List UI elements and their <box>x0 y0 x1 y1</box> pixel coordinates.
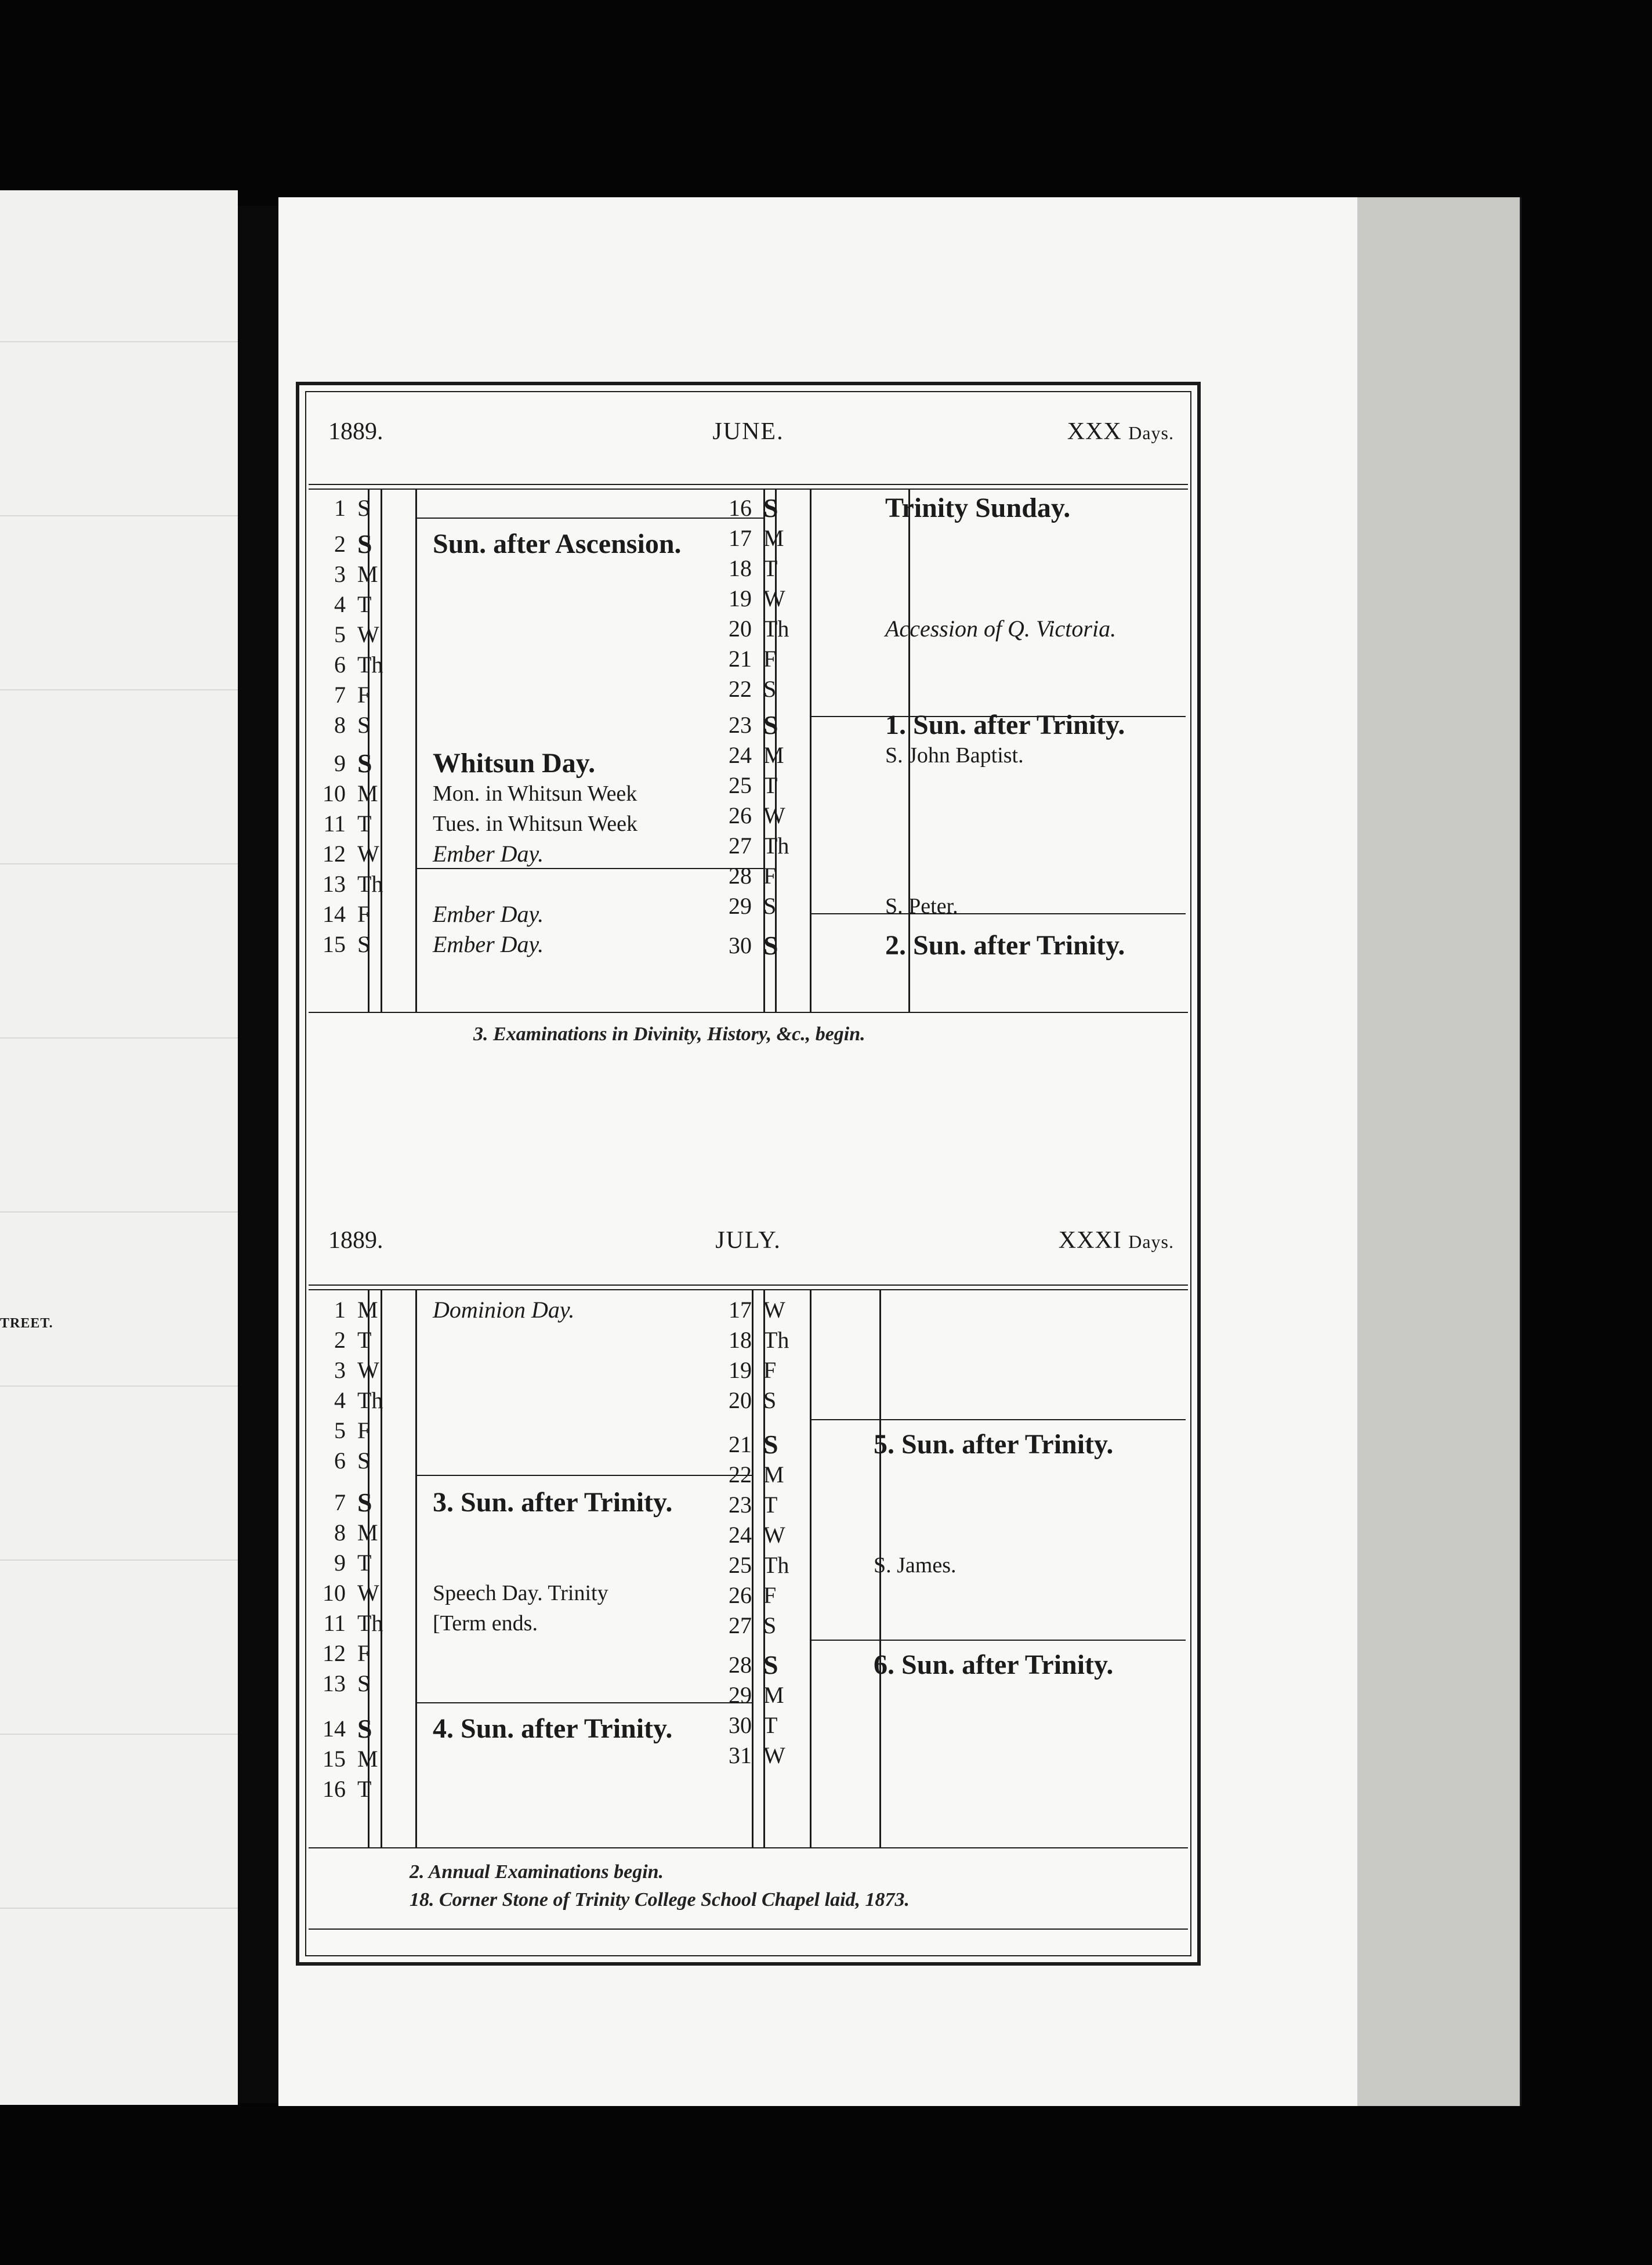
day-number: 24 <box>729 1522 752 1548</box>
day-number: 14 <box>323 901 346 927</box>
june-column-rule <box>381 490 382 1012</box>
calendar-event: S. Peter. <box>885 894 958 918</box>
page-rule <box>0 1734 238 1735</box>
day-number: 26 <box>729 1582 752 1608</box>
day-number: 29 <box>729 893 752 919</box>
july-week-separator <box>810 1640 1186 1641</box>
calendar-event: Ember Day. <box>433 901 544 927</box>
day-number: 1 <box>334 495 346 521</box>
june-week-separator <box>415 518 763 519</box>
weekday-letter: W <box>763 585 785 612</box>
day-number: 15 <box>323 1746 346 1772</box>
day-number: 2 <box>334 531 346 557</box>
calendar-event: 2. Sun. after Trinity. <box>885 930 1125 961</box>
weekday-letter: F <box>763 646 777 672</box>
june-footnote: 3. Examinations in Divinity, History, &c., begin. <box>473 1023 865 1045</box>
weekday-letter: M <box>357 561 378 587</box>
june-header-rule-2 <box>309 489 1188 490</box>
weekday-letter: Th <box>763 1552 789 1578</box>
weekday-letter: S <box>763 676 777 702</box>
weekday-letter: Th <box>763 616 789 642</box>
day-number: 16 <box>729 495 752 521</box>
weekday-letter: S <box>763 893 777 919</box>
weekday-letter: M <box>357 1297 378 1323</box>
day-number: 8 <box>334 712 346 738</box>
day-number: 17 <box>729 525 752 551</box>
calendar-event: Accession of Q. Victoria. <box>885 616 1117 642</box>
day-number: 25 <box>729 1552 752 1578</box>
day-number: 13 <box>323 871 346 897</box>
weekday-letter: T <box>357 591 372 617</box>
june-bottom-rule <box>309 1012 1188 1013</box>
weekday-letter: S <box>357 495 371 521</box>
july-bottom-rule <box>309 1847 1188 1848</box>
weekday-letter: T <box>357 1327 372 1353</box>
page-rule <box>0 1037 238 1039</box>
calendar-event: Trinity Sunday. <box>885 493 1071 523</box>
weekday-letter: S <box>763 493 778 523</box>
frame-bottom-rule <box>309 1928 1188 1930</box>
weekday-letter: S <box>763 1430 778 1459</box>
weekday-letter: T <box>763 1712 778 1738</box>
weekday-letter: F <box>763 863 777 889</box>
weekday-letter: W <box>357 1357 379 1383</box>
weekday-letter: T <box>357 811 372 837</box>
day-number: 25 <box>729 772 752 798</box>
july-header <box>317 1226 1180 1261</box>
weekday-letter: T <box>763 555 778 581</box>
weekday-letter: M <box>763 1682 784 1708</box>
weekday-letter: W <box>763 1297 785 1323</box>
calendar-event: 1. Sun. after Trinity. <box>885 710 1125 740</box>
weekday-letter: W <box>763 1522 785 1548</box>
july-week-separator <box>415 1702 752 1703</box>
day-number: 14 <box>323 1716 346 1742</box>
weekday-letter: W <box>357 841 379 867</box>
weekday-letter: S <box>357 748 372 778</box>
weekday-letter: M <box>357 780 378 806</box>
weekday-letter: S <box>763 1387 777 1413</box>
day-number: 3 <box>334 561 346 587</box>
calendar-event: 5. Sun. after Trinity. <box>874 1429 1114 1460</box>
july-column-rule <box>752 1290 753 1847</box>
weekday-letter: F <box>763 1582 777 1608</box>
day-number: 7 <box>334 682 346 708</box>
day-number: 1 <box>334 1297 346 1323</box>
day-number: 12 <box>323 841 346 867</box>
weekday-letter: M <box>763 1461 784 1488</box>
day-number: 19 <box>729 585 752 612</box>
july-year: 1889. <box>328 1227 383 1254</box>
calendar-event: 6. Sun. after Trinity. <box>874 1649 1114 1680</box>
day-number: 18 <box>729 1327 752 1353</box>
july-column-rule <box>381 1290 382 1847</box>
day-number: 23 <box>729 712 752 738</box>
page-rule <box>0 341 238 342</box>
day-number: 4 <box>334 1387 346 1413</box>
july-days-count: XXXI Days. <box>1058 1227 1174 1254</box>
weekday-letter: Th <box>357 1387 383 1413</box>
page-rule <box>0 689 238 690</box>
day-number: 17 <box>729 1297 752 1323</box>
day-number: 5 <box>334 1417 346 1443</box>
weekday-letter: F <box>763 1357 777 1383</box>
weekday-letter: M <box>763 525 784 551</box>
page-edges <box>1357 197 1520 2106</box>
day-number: 20 <box>729 616 752 642</box>
day-number: 3 <box>334 1357 346 1383</box>
calendar-event: 4. Sun. after Trinity. <box>433 1713 673 1744</box>
weekday-letter: T <box>357 1776 372 1802</box>
june-week-separator <box>810 913 1186 914</box>
weekday-letter: F <box>357 901 371 927</box>
day-number: 12 <box>323 1640 346 1666</box>
day-number: 11 <box>323 1610 346 1636</box>
calendar-event: Dominion Day. <box>433 1297 575 1323</box>
calendar-event: Ember Day. <box>433 931 544 957</box>
weekday-letter: S <box>763 931 778 960</box>
day-number: 24 <box>729 742 752 768</box>
june-month-title: JUNE. <box>712 418 784 445</box>
day-number: 4 <box>334 591 346 617</box>
day-number: 21 <box>729 1431 752 1457</box>
day-number: 9 <box>334 750 346 776</box>
weekday-letter: S <box>357 1448 371 1474</box>
weekday-letter: M <box>357 1519 378 1546</box>
july-column-rule <box>810 1290 811 1847</box>
weekday-letter: S <box>357 1670 371 1696</box>
day-number: 10 <box>323 780 346 806</box>
weekday-letter: S <box>357 931 371 957</box>
june-days-count: XXX Days. <box>1067 418 1174 445</box>
weekday-letter: S <box>357 1714 372 1743</box>
weekday-letter: M <box>357 1746 378 1772</box>
july-footnote-2: 18. Corner Stone of Trinity College School Chapel laid, 1873. <box>410 1889 910 1911</box>
july-footnote-1: 2. Annual Examinations begin. <box>410 1861 664 1883</box>
day-number: 11 <box>323 811 346 837</box>
weekday-letter: S <box>763 1650 778 1680</box>
weekday-letter: W <box>763 802 785 828</box>
day-number: 30 <box>729 932 752 958</box>
calendar-event: 3. Sun. after Trinity. <box>433 1487 673 1518</box>
day-number: 28 <box>729 1652 752 1678</box>
weekday-letter: S <box>763 1612 777 1638</box>
weekday-letter: T <box>357 1550 372 1576</box>
weekday-letter: Th <box>763 1327 789 1353</box>
day-number: 5 <box>334 621 346 647</box>
day-number: 31 <box>729 1742 752 1768</box>
left-page-fragment <box>0 190 238 2105</box>
weekday-letter: F <box>357 682 371 708</box>
page-rule <box>0 515 238 516</box>
page-rule <box>0 1560 238 1561</box>
day-number: 16 <box>323 1776 346 1802</box>
weekday-letter: M <box>763 742 784 768</box>
weekday-letter: S <box>357 1488 372 1517</box>
day-number: 13 <box>323 1670 346 1696</box>
weekday-letter: W <box>763 1742 785 1768</box>
calendar-event: Ember Day. <box>433 841 544 867</box>
june-year: 1889. <box>328 418 383 445</box>
day-number: 6 <box>334 652 346 678</box>
calendar-event: Mon. in Whitsun Week <box>433 781 637 806</box>
july-header-rule <box>309 1285 1188 1286</box>
weekday-letter: W <box>357 621 379 647</box>
day-number: 8 <box>334 1519 346 1546</box>
june-column-rule <box>810 490 811 1012</box>
july-month-title: JULY. <box>715 1227 781 1254</box>
book-gutter <box>238 206 284 2103</box>
day-number: 21 <box>729 646 752 672</box>
calendar-event: [Term ends. <box>433 1611 538 1636</box>
weekday-letter: S <box>357 712 371 738</box>
weekday-letter: T <box>763 1492 778 1518</box>
day-number: 29 <box>729 1682 752 1708</box>
day-number: 18 <box>729 555 752 581</box>
day-number: 27 <box>729 1612 752 1638</box>
calendar-event: Whitsun Day. <box>433 748 596 779</box>
calendar-event: Tues. in Whitsun Week <box>433 812 638 836</box>
day-number: 20 <box>729 1387 752 1413</box>
weekday-letter: S <box>763 710 778 740</box>
weekday-letter: W <box>357 1580 379 1606</box>
day-number: 15 <box>323 931 346 957</box>
day-number: 19 <box>729 1357 752 1383</box>
july-week-separator <box>810 1419 1186 1420</box>
calendar-event: Speech Day. Trinity <box>433 1581 608 1605</box>
calendar-event: S. John Baptist. <box>885 743 1024 768</box>
weekday-letter: Th <box>357 652 383 678</box>
day-number: 26 <box>729 802 752 828</box>
weekday-letter: T <box>763 772 778 798</box>
day-number: 22 <box>729 1461 752 1488</box>
calendar-event: S. James. <box>874 1553 957 1577</box>
calendar-frame <box>296 382 1201 1966</box>
july-column-rule <box>415 1290 417 1847</box>
day-number: 7 <box>334 1489 346 1515</box>
weekday-letter: Th <box>357 871 383 897</box>
left-page-text: TREET. <box>0 1316 53 1331</box>
page-rule <box>0 1211 238 1213</box>
weekday-letter: F <box>357 1640 371 1666</box>
day-number: 2 <box>334 1327 346 1353</box>
weekday-letter: Th <box>357 1610 383 1636</box>
day-number: 30 <box>729 1712 752 1738</box>
june-column-rule <box>415 490 417 1012</box>
day-number: 6 <box>334 1448 346 1474</box>
weekday-letter: F <box>357 1417 371 1443</box>
day-number: 23 <box>729 1492 752 1518</box>
day-number: 28 <box>729 863 752 889</box>
june-header <box>317 418 1180 453</box>
page-rule <box>0 1385 238 1387</box>
page-rule <box>0 1908 238 1909</box>
day-number: 9 <box>334 1550 346 1576</box>
june-header-rule <box>309 484 1188 485</box>
july-week-separator <box>415 1475 752 1476</box>
day-number: 22 <box>729 676 752 702</box>
calendar-event: Sun. after Ascension. <box>433 529 682 559</box>
july-header-rule-2 <box>309 1289 1188 1290</box>
weekday-letter: Th <box>763 833 789 859</box>
weekday-letter: S <box>357 529 372 559</box>
page-rule <box>0 863 238 864</box>
day-number: 27 <box>729 833 752 859</box>
day-number: 10 <box>323 1580 346 1606</box>
